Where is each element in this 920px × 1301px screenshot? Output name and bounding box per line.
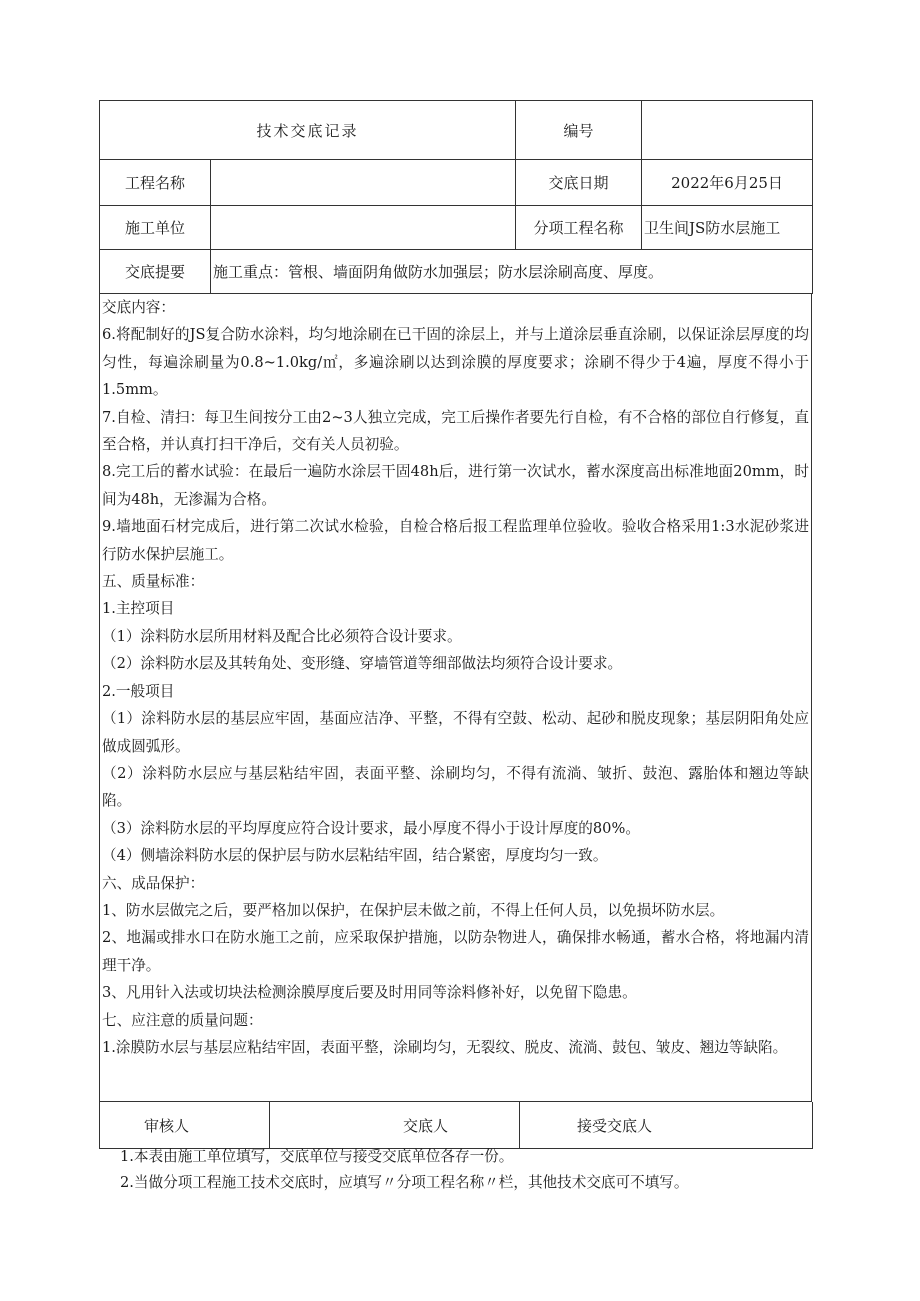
- date-value[interactable]: 2022年6月25日: [642, 160, 813, 206]
- content-line: 2.一般项目: [102, 682, 175, 700]
- content-line: 9.墙地面石材完成后，进行第二次试水检验，自检合格后报工程监理单位验收。验收合格采用1:3水泥砂浆进行防水保护层施工。: [102, 518, 809, 563]
- disclosure-record-form: [99, 100, 812, 1149]
- form-title: 技术交底记录: [100, 101, 516, 160]
- project-name-value[interactable]: [211, 160, 516, 206]
- header-table: [99, 100, 813, 294]
- footnotes: [120, 1144, 820, 1196]
- number-label: 编号: [516, 101, 642, 160]
- reviewer-label[interactable]: 审核人: [100, 1102, 270, 1149]
- content-line: 六、成品保护：: [102, 874, 205, 892]
- construction-unit-value[interactable]: [211, 206, 516, 250]
- disclosure-content: [99, 294, 812, 1102]
- content-line: 1、防水层做完之后，要严格加以保护，在保护层未做之前，不得上任何人员，以免损坏防水层。: [102, 901, 725, 919]
- content-line: （2）涂料防水层及其转角处、变形缝、穿墙管道等细部做法均须符合设计要求。: [102, 655, 623, 673]
- subproject-label: 分项工程名称: [516, 206, 642, 250]
- footnote: 1.本表由施工单位填写，交底单位与接受交底单位各存一份。: [120, 1148, 514, 1165]
- content-line: （1）涂料防水层所用材料及配合比必须符合设计要求。: [102, 627, 462, 645]
- content-line: （2）涂料防水层应与基层粘结牢固，表面平整、涂刷均匀，不得有流淌、皱折、鼓泡、露胎体和翘边等缺陷。: [102, 764, 809, 810]
- content-line: 3、凡用针入法或切块法检测涂膜厚度后要及时用同等涂料修补好，以免留下隐患。: [102, 984, 637, 1002]
- content-line: 6.将配制好的JS复合防水涂料，均匀地涂刷在已干固的涂层上，并与上道涂层垂直涂刷，以保证涂层厚度的均匀性，每遍涂刷量为0.8~1.0kg/㎡，多遍涂刷以达到涂膜的厚度要求；涂刷不得少于4遍，厚度不得小于1.5mm。: [102, 326, 809, 399]
- content-line: （3）涂料防水层的平均厚度应符合设计要求，最小厚度不得小于设计厚度的80%。: [102, 819, 640, 837]
- content-line: 交底内容：: [102, 299, 175, 316]
- content-line: 2、地漏或排水口在防水施工之前，应采取保护措施，以防杂物进人，确保排水畅通，蓄水合格，将地漏内清理干净。: [102, 929, 809, 974]
- number-value[interactable]: [642, 101, 813, 160]
- content-line: 1.涂膜防水层与基层应粘结牢固，表面平整，涂刷均匀，无裂纹、脱皮、流淌、鼓包、皱皮、翘边等缺陷。: [102, 1038, 788, 1056]
- date-label: 交底日期: [516, 160, 642, 206]
- content-line: 1.主控项目: [102, 600, 175, 618]
- footnote: 2.当做分项工程施工技术交底时，应填写〃分项工程名称〃栏，其他技术交底可不填写。: [120, 1174, 689, 1191]
- project-name-label: 工程名称: [100, 160, 211, 206]
- discloser-label[interactable]: 交底人: [270, 1102, 520, 1149]
- content-line: 7.自检、清扫：每卫生间按分工由2~3人独立完成，完工后操作者要先行自检，有不合格的部位自行修复，直至合格，并认真打扫干净后，交有关人员初验。: [102, 408, 809, 454]
- summary-value[interactable]: 施工重点：管根、墙面阴角做防水加强层；防水层涂刷高度、厚度。: [211, 250, 813, 294]
- content-line: （4）侧墙涂料防水层的保护层与防水层粘结牢固，结合紧密，厚度均匀一致。: [102, 847, 608, 865]
- content-line: 8.完工后的蓄水试验：在最后一遍防水涂层干固48h后，进行第一次试水，蓄水深度高出标准地面20mm，时间为48h，无渗漏为合格。: [102, 463, 809, 508]
- signature-table: [99, 1102, 813, 1149]
- summary-label: 交底提要: [100, 250, 211, 294]
- receiver-label[interactable]: 接受交底人: [520, 1102, 813, 1149]
- content-line: 五、质量标准：: [102, 573, 205, 591]
- content-line: 七、应注意的质量问题：: [102, 1011, 263, 1029]
- content-line: （1）涂料防水层的基层应牢固，基面应洁净、平整，不得有空鼓、松动、起砂和脱皮现象；基层阴阳角处应做成圆弧形。: [102, 710, 809, 755]
- construction-unit-label: 施工单位: [100, 206, 211, 250]
- subproject-value[interactable]: 卫生间JS防水层施工: [642, 206, 813, 250]
